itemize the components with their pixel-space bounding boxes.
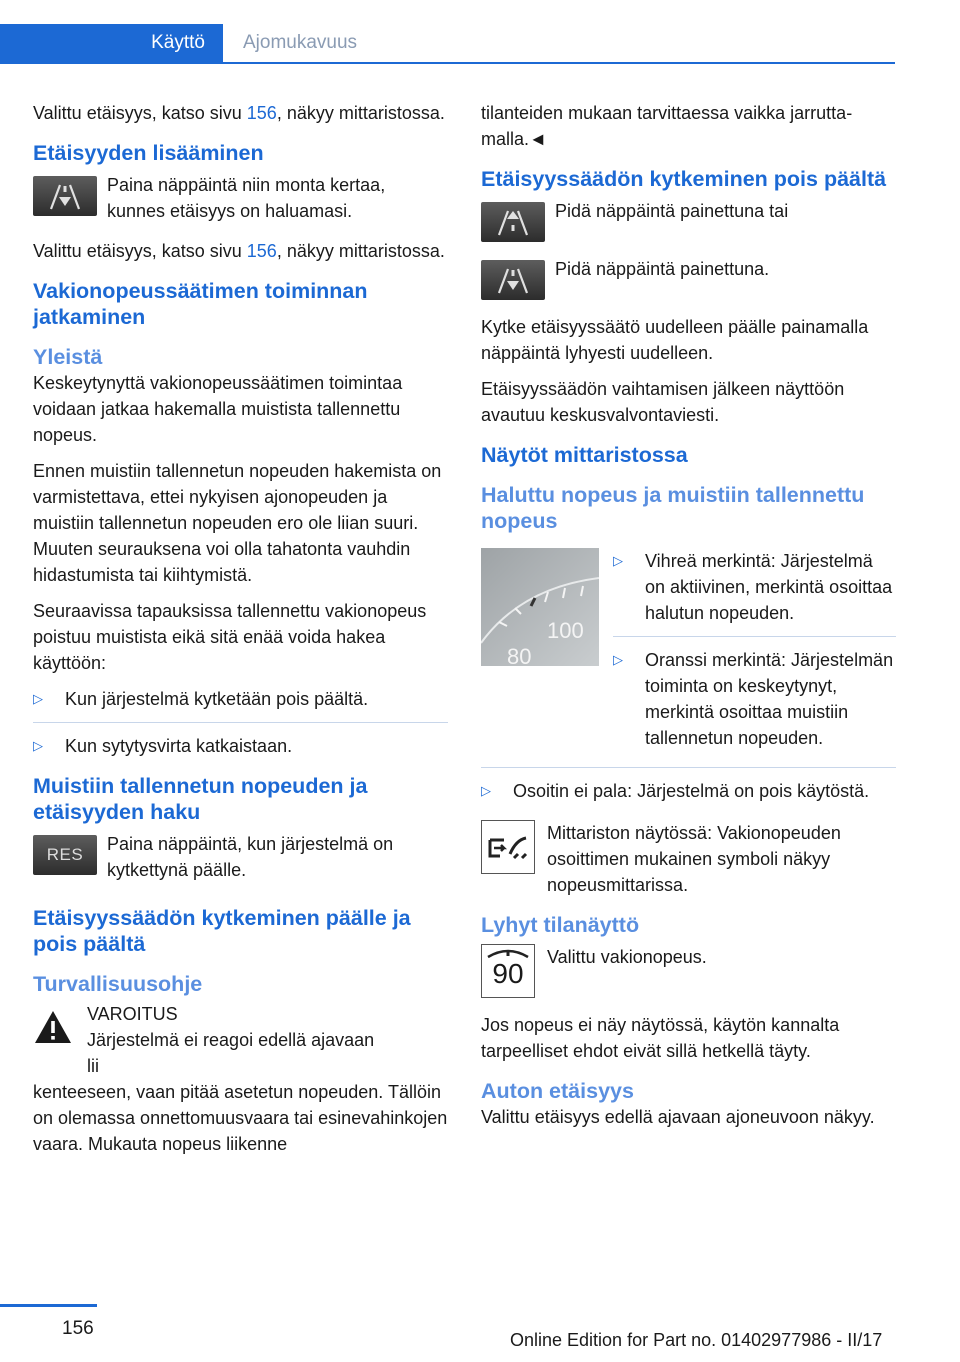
short-status-text: Valittu vakionopeus. [547, 947, 707, 967]
recall-text: Paina näppäintä, kun järjestelmä on kytkettynä päälle. [107, 834, 394, 880]
text: Valittu etäisyys, katso sivu [33, 103, 242, 123]
bullet-text: Oranssi merkintä: Järjestelmän toiminta on keskeytynyt, merkintä osoittaa muistiin tallennetun nopeuden. [645, 650, 894, 748]
heading-car-distance: Auton etäisyys [481, 1079, 634, 1103]
bullet-triangle-icon: ▷ [481, 783, 491, 798]
bullet-text: Kun järjestelmä kytketään pois päältä. [65, 689, 369, 709]
speed-value: 90 [492, 958, 524, 989]
bullet-triangle-icon: ▷ [33, 738, 43, 753]
page-reference-link[interactable]: 156 [246, 103, 277, 123]
speedometer-image [481, 548, 599, 666]
heading-short-status: Lyhyt tilanäyttö [481, 913, 640, 937]
increase-instruction [33, 172, 448, 224]
text: Valittu etäisyys, katso sivu [33, 241, 242, 261]
warning-block [33, 1001, 448, 1079]
heading-distance-off: Etäisyyssäädön kytkeminen pois päältä [481, 167, 887, 191]
distance-off-instruction-1 [481, 198, 896, 242]
warning-triangle-icon [33, 1009, 73, 1045]
distance-button-icon [481, 202, 545, 242]
general-paragraph-1: Keskeytynyttä vakionopeussäätimen toimintaa voidaan jatkaa hakemalla muistista tallennettu nopeus. [33, 373, 403, 445]
list-item [33, 733, 448, 759]
bullet-triangle-icon: ▷ [613, 652, 623, 667]
list-item [613, 647, 896, 751]
cruise-control-symbol-icon [481, 820, 535, 874]
heading-increase-distance: Etäisyyden lisääminen [33, 141, 264, 165]
gauge-label-100: 100 [547, 618, 584, 643]
distance-off-instruction-2 [481, 256, 896, 300]
list-item [33, 686, 448, 712]
warning-text-continued: kenteeseen, vaan pitää asetetun nopeuden. Tällöin on olemassa onnettomuusvaara tai esinevahinkojen vaara. Mukauta nopeus liikenne [33, 1082, 448, 1154]
bullet-triangle-icon: ▷ [33, 691, 43, 706]
symbol-row [481, 820, 896, 898]
tab-ajomukavuus[interactable]: Ajomukavuus [243, 32, 358, 53]
heading-safety: Turvallisuusohje [33, 972, 203, 996]
distance-button-icon [33, 176, 97, 216]
heading-recall-speed: Muistiin tallennetun nopeuden ja etäisyyden haku [33, 774, 368, 824]
short-status-row [481, 944, 896, 998]
heading-resume-cruise: Vakionopeussäätimen toiminnan jatkaminen [33, 279, 368, 329]
heading-desired-speed: Haluttu nopeus ja muistiin tallennettu nopeus [481, 483, 865, 533]
gauge-block [481, 548, 896, 761]
symbol-text: Mittariston näytössä: Vakionopeuden osoittimen mukainen symboli näkyy nopeusmittarissa. [547, 823, 841, 895]
paragraph-not-shown: Jos nopeus ei näy näytössä, käytön kannalta tarpeelliset ehdot eivät sillä hetkellä täyty. [481, 1015, 840, 1061]
gauge-bullets [613, 548, 896, 761]
general-paragraph-2: Ennen muistiin tallennetun nopeuden hakemista on varmistettava, ettei nykyisen ajonopeuden ja muistiin tallennetun nopeuden ero ole liian suuri. Muuten seurauksena voi olla tahatonta vauhdin hidastumista tai kiihtymistä. [33, 461, 442, 585]
bullet-triangle-icon: ▷ [613, 553, 623, 568]
divider [481, 767, 896, 768]
paragraph-reenable: Kytke etäisyyssäätö uudelleen päälle painamalla näppäintä lyhyesti uudelleen. [481, 317, 869, 363]
res-button-icon: RES [33, 835, 97, 875]
general-paragraph-3: Seuraavissa tapauksissa tallennettu vakionopeus poistuu muistista eikä sitä enää voida hakea käyttöön: [33, 601, 427, 673]
paragraph-selected-distance [33, 100, 448, 126]
chapter-tab-bar [0, 24, 895, 64]
heading-distance-on-off: Etäisyyssäädön kytkeminen päälle ja pois päältä [33, 906, 411, 956]
heading-general: Yleistä [33, 345, 103, 369]
hold-button-text: Pidä näppäintä painettuna. [555, 259, 770, 279]
paragraph-selected-distance-2 [33, 238, 448, 264]
right-column [481, 100, 896, 1140]
warning-continuation: tilanteiden mukaan tarvittaessa vaikka jarruttamalla.◄ [481, 103, 853, 149]
tab-kaytto[interactable]: Käyttö [0, 24, 223, 62]
bullet-text: Osoitin ei pala: Järjestelmä on pois käytöstä. [513, 781, 870, 801]
distance-button-icon [481, 260, 545, 300]
bullet-text: Kun sytytysvirta katkaistaan. [65, 736, 293, 756]
text: , näkyy mittaristossa. [276, 103, 445, 123]
list-item [481, 778, 896, 804]
heading-displays: Näytöt mittaristossa [481, 443, 688, 467]
text: , näkyy mittaristossa. [276, 241, 445, 261]
footer-accent-line [0, 1304, 97, 1307]
edition-note: Online Edition for Part no. 01402977986 - II/17 [510, 1330, 883, 1350]
divider [33, 722, 448, 723]
warning-text-line-1: Järjestelmä ei reagoi edellä ajavaan lii [87, 1030, 375, 1076]
left-column [33, 100, 448, 1167]
gauge-label-80: 80 [507, 644, 532, 666]
divider [613, 636, 896, 637]
paragraph-after-change: Etäisyyssäädön vaihtamisen jälkeen näyttöön avautuu keskusvalvontaviesti. [481, 379, 845, 425]
bullet-text: Vihreä merkintä: Järjestelmä on aktiivinen, merkintä osoittaa halutun nopeuden. [645, 551, 893, 623]
car-distance-text: Valittu etäisyys edellä ajavaan ajoneuvoon näkyy. [481, 1107, 875, 1127]
list-item [613, 548, 896, 626]
warning-title: VAROITUS [87, 1004, 178, 1024]
page-reference-link[interactable]: 156 [246, 241, 277, 261]
page-number: 156 [62, 1318, 94, 1339]
speed-status-icon [481, 944, 535, 998]
increase-text: Paina näppäintä niin monta kertaa, kunnes etäisyys on haluamasi. [107, 175, 386, 221]
recall-instruction [33, 831, 448, 883]
hold-button-text-or: Pidä näppäintä painettuna tai [555, 201, 789, 221]
